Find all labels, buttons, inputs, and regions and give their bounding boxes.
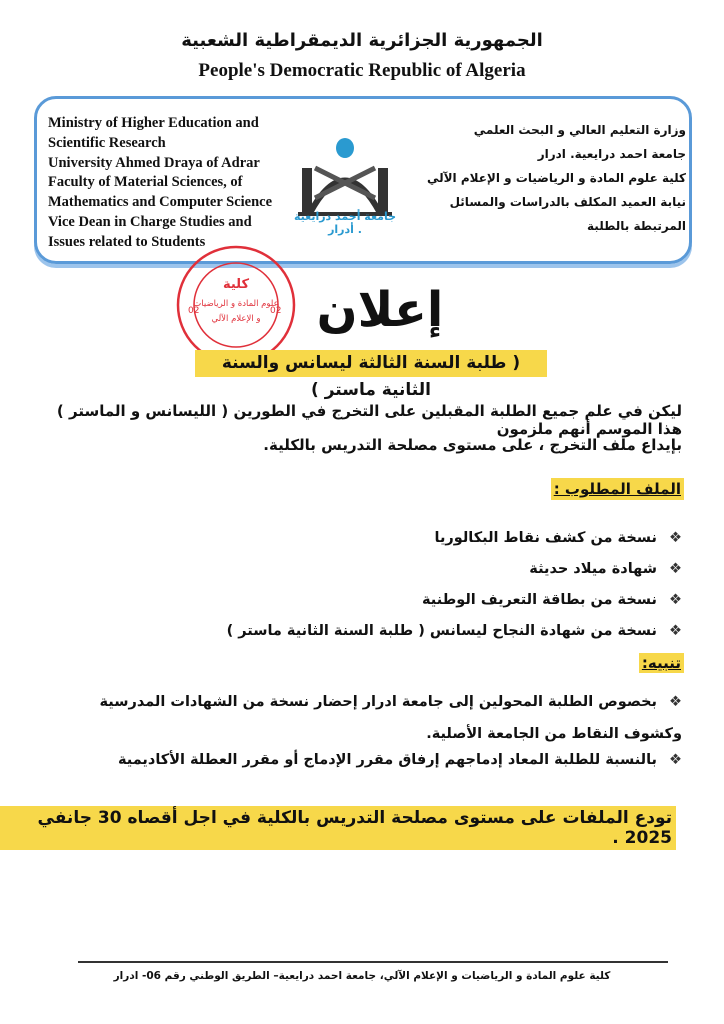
en-line: Issues related to Students (48, 233, 206, 250)
arabic-republic-title: الجمهورية الجزائرية الديمقراطية الشعبية (181, 30, 543, 51)
required-item (42, 592, 682, 608)
item-text: شهادة ميلاد حديثة (529, 561, 657, 577)
svg-text:علوم المادة و الرياضيات: علوم المادة و الرياضيات (193, 299, 279, 309)
item-text: نسخة من كشف نقاط البكالوريا (434, 530, 657, 546)
note-item (42, 686, 682, 750)
note-heading-text: تنبيه: (639, 653, 684, 673)
paragraph-line: بإيداع ملف التخرج ، على مستوى مصلحة التدريس بالكلية. (263, 436, 682, 454)
announcement-subtitle: ( طلبة السنة الثالثة ليسانس والسنة الثانية ماستر ) (195, 350, 547, 377)
en-line: Vice Dean in Charge Studies and (48, 213, 252, 230)
required-heading (551, 480, 684, 498)
announcement-title: إعلان (316, 282, 444, 338)
required-item (42, 561, 682, 577)
note-item (42, 752, 682, 768)
note-heading (639, 654, 684, 672)
item-text: بخصوص الطلبة المحولين إلى جامعة ادرار إحضار نسخة من الشهادات المدرسية وكشوف النقاط من الجامعة الأصلية. (99, 694, 682, 742)
ar-line: وزارة التعليم العالي و البحث العلمي (473, 123, 686, 137)
bullet-icon: ❖ (669, 592, 682, 608)
logo-caption: جامعة أحمد درايعية . أدرار (293, 210, 397, 236)
en-line: Mathematics and Computer Science (48, 194, 273, 211)
bullet-icon: ❖ (669, 752, 682, 768)
svg-text:02: 02 (270, 306, 282, 316)
svg-text:كلية: كلية (222, 277, 250, 292)
en-line: Faculty of Material Sciences, of (48, 174, 243, 191)
english-republic-title: People's Democratic Republic of Algeria (198, 60, 526, 81)
en-line: Scientific Research (48, 134, 166, 151)
ar-line: نيابة العميد المكلف بالدراسات والمسائل (449, 195, 686, 209)
bullet-icon: ❖ (669, 623, 682, 639)
paragraph-line: ليكن في علم جميع الطلبة المقبلين على التخرج في الطورين ( الليسانس و الماستر ) هذا الموسم أنهم ملزمون (56, 402, 682, 438)
item-text: نسخة من بطاقة التعريف الوطنية (421, 592, 657, 608)
svg-text:02: 02 (188, 306, 200, 316)
en-line: University Ahmed Draya of Adrar (48, 154, 260, 171)
official-stamp (174, 243, 298, 367)
en-line: Ministry of Higher Education and (48, 115, 259, 131)
item-text: بالنسبة للطلبة المعاد إدماجهم إرفاق مقرر الإدماج أو مقرر العطلة الأكاديمية (118, 752, 657, 768)
bullet-icon: ❖ (669, 530, 682, 546)
deadline-notice: تودع الملفات على مستوى مصلحة التدريس بالكلية في اجل أقصاه 30 جانفي 2025 . (0, 806, 676, 850)
footer-divider (78, 961, 668, 963)
bullet-icon: ❖ (669, 694, 682, 710)
bullet-icon: ❖ (669, 561, 682, 577)
required-heading-text: الملف المطلوب : (551, 478, 684, 500)
item-text: نسخة من شهادة النجاح ليسانس ( طلبة السنة الثانية ماستر ) (226, 623, 657, 639)
ar-line: كلية علوم المادة و الرياضيات و الإعلام الآلي (426, 171, 686, 185)
required-item (42, 623, 682, 639)
ar-line: جامعة احمد درايعية. ادرار (537, 147, 686, 161)
footer-address: كلية علوم المادة و الرياضيات و الإعلام الآلي، جامعة احمد درايعية– الطريق الوطني رقم 06- ادرار (113, 970, 611, 982)
arabic-institution-block (427, 118, 686, 238)
ar-line: المرتبطة بالطلبة (587, 219, 686, 233)
english-institution-block (48, 114, 272, 253)
svg-text:و الإعلام الآلي: و الإعلام الآلي (211, 314, 261, 324)
required-item (42, 530, 682, 546)
